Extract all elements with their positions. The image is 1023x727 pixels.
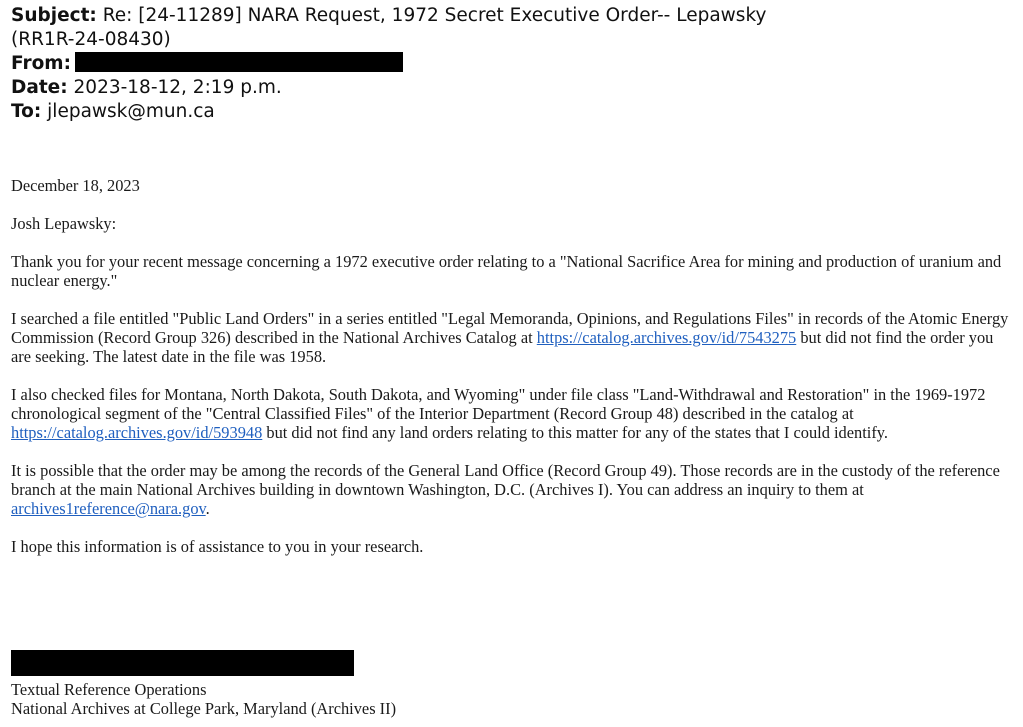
letter-body <box>11 176 1016 556</box>
to-value: jlepawsk@mun.ca <box>47 101 215 122</box>
signature-block <box>11 680 396 718</box>
paragraph-4 <box>11 461 1016 518</box>
date-label: Date: <box>11 77 68 98</box>
sender-redaction <box>75 52 403 72</box>
subject-label: Subject: <box>11 5 97 26</box>
signature-line-2: National Archives at College Park, Maryland (Archives II) <box>11 699 397 718</box>
paragraph-3-text-a: I also checked files for Montana, North Dakota, South Dakota, and Wyoming" under file class "Land-Withdrawal and Restoration" in the 1969-1972 chronological segment of the "Central Classified Files" of the Interior Department (Record Group 48) described in the catalog at <box>11 385 986 423</box>
subject-value: Re: [24-11289] NARA Request, 1972 Secret Executive Order-- Lepawsky <box>102 5 767 26</box>
email-header <box>11 4 1011 124</box>
paragraph-4-text-a: It is possible that the order may be among the records of the General Land Office (Record Group 49). Those records are in the custody of the reference branch at the main National Archives building in downtown Washington, D.C. (Archives I). You can address an inquiry to them at <box>11 461 1000 499</box>
subject-value-continued: (RR1R-24-08430) <box>11 29 171 50</box>
salutation: Josh Lepawsky: <box>11 214 117 233</box>
catalog-link-593948[interactable]: https://catalog.archives.gov/id/593948 <box>11 423 263 442</box>
paragraph-2 <box>11 309 1016 366</box>
to-row <box>11 100 1011 124</box>
date-value: 2023-18-12, 2:19 p.m. <box>73 77 282 98</box>
paragraph-3-text-b: but did not find any land orders relating to this matter for any of the states that I could identify. <box>262 423 889 442</box>
from-label: From: <box>11 53 71 74</box>
signature-redaction <box>11 650 354 676</box>
from-row <box>11 52 1011 76</box>
paragraph-1: Thank you for your recent message concerning a 1972 executive order relating to a "National Sacrifice Area for mining and production of uranium and nuclear energy." <box>11 252 1002 290</box>
paragraph-2-text-b: but did not find the order you are seeking. The latest date in the file was 1958. <box>11 328 994 366</box>
to-label: To: <box>11 101 42 122</box>
catalog-link-7543275[interactable]: https://catalog.archives.gov/id/7543275 <box>536 328 797 347</box>
paragraph-5: I hope this information is of assistance to you in your research. <box>11 537 424 556</box>
paragraph-4-text-b: . <box>205 499 210 518</box>
letter-date: December 18, 2023 <box>11 176 140 195</box>
subject-row <box>11 4 1011 28</box>
subject-row-continued <box>11 28 1011 52</box>
archives-email-link[interactable]: archives1reference@nara.gov <box>11 499 206 518</box>
signature-line-1: Textual Reference Operations <box>11 680 207 699</box>
paragraph-3 <box>11 385 1016 442</box>
date-row <box>11 76 1011 100</box>
paragraph-2-text-a: I searched a file entitled "Public Land Orders" in a series entitled "Legal Memoranda, Opinions, and Regulations Files" in records of the Atomic Energy Commission (Record Group 326) described in the National Archives Catalog at <box>11 309 1009 347</box>
